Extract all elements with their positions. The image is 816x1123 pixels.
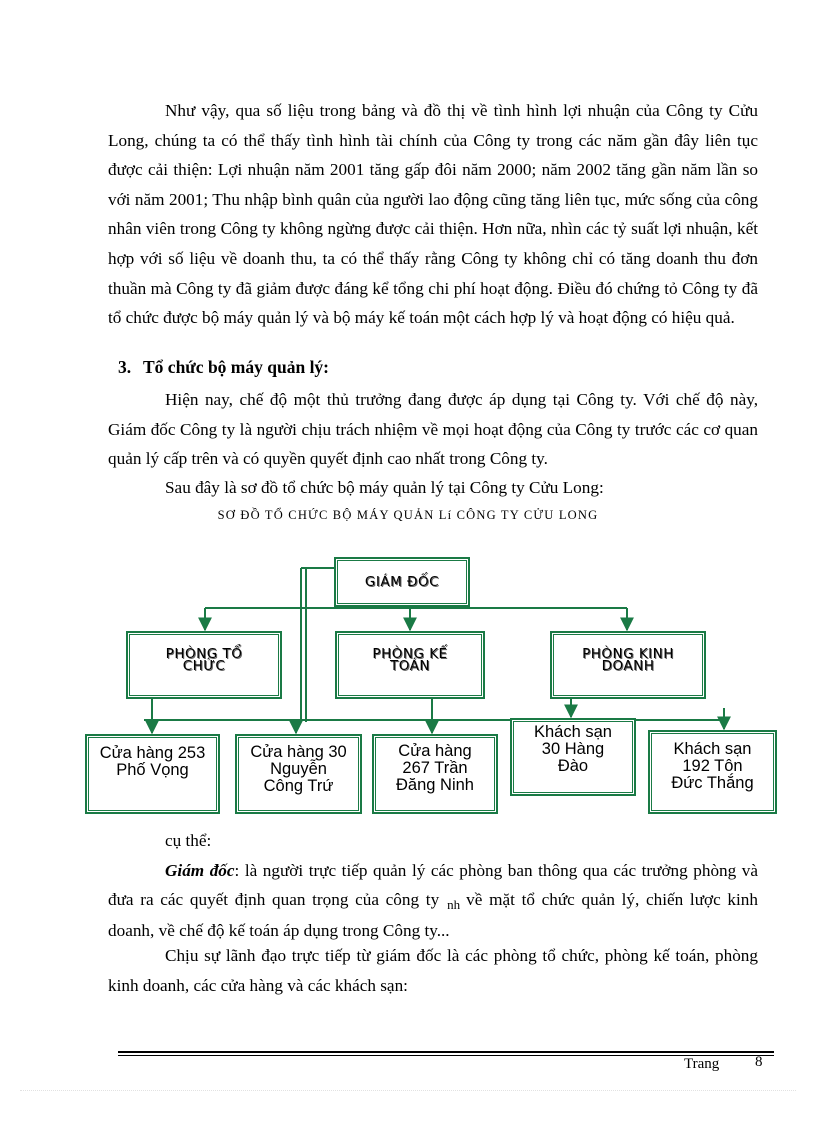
box-hotel-2: [649, 731, 776, 813]
box-dept-business: [551, 632, 705, 698]
paragraph-text: Hiện nay, chế độ một thủ trưởng đang được áp dụng tại Công ty. Với chế độ này, Giám đốc Công ty là người chịu trách nhiệm về mọi hoạt động của Công ty trước các cơ quan quản lý cấp trên và có quyền quyết định cao nhất trong Công ty.: [108, 390, 758, 469]
paragraph-text: Sau đây là sơ đồ tổ chức bộ máy quản lý tại Công ty Cửu Long:: [165, 478, 604, 497]
paragraph-departments: [108, 941, 758, 1000]
paragraph-management-regime: [108, 385, 758, 474]
box-label-line: PHÒNG KẾ: [372, 646, 448, 662]
paragraph-text: Chịu sự lãnh đạo trực tiếp từ giám đốc là các phòng tổ chức, phòng kế toán, phòng kinh doanh, các cửa hàng và các khách sạn:: [108, 946, 758, 995]
section-title: Tổ chức bộ máy quản lý:: [143, 357, 330, 377]
paragraph-text: : là người trực tiếp quản lý các phòng ban thông qua các trưởng phòng và đưa ra các quyết định quan trọng của công ty: [108, 860, 758, 910]
box-label-line: Phố Vọng: [116, 761, 189, 779]
paragraph-lead: cụ thể:: [165, 831, 212, 850]
footer-page-number: 8: [755, 1054, 763, 1070]
box-label-line: Công Trứ: [263, 777, 334, 795]
section-heading: [118, 357, 329, 378]
box-label-line: PHÒNG TỔ: [165, 646, 243, 662]
footer-rule: [118, 1051, 774, 1056]
box-dept-accounting: [336, 632, 484, 698]
paragraph-text: Như vậy, qua số liệu trong bảng và đồ thị về tình hình lợi nhuận của Công ty Cửu Long, chúng ta có thể thấy tình hình tài chính của Công ty trong các năm gần đây liên tục được cải thiện: Lợi nhuận năm 2001 tăng gấp đôi năm 2000; năm 2002 tăng gần năm lần so với năm 2001; Thu nhập bình quân của người lao động cũng tăng liên tục, mức sống của công nhân viên trong Công ty không ngừng được cải thiện. Hơn nữa, nhìn các tỷ suất lợi nhuận, kết hợp với số liệu về doanh thu, ta có thể thấy rằng Công ty không chỉ có tăng doanh thu đơn thuần mà Công ty đã giảm được đáng kể tổng chi phí hoạt động. Điều đó chứng tỏ Công ty đã tổ chức được bộ máy quản lý và bộ máy kế toán một cách hợp lý và hoạt động có hiệu quả.: [108, 101, 758, 328]
box-store-1: [86, 735, 219, 813]
box-label-line: 267 Trần: [402, 759, 468, 777]
box-label-line: PHÒNG KINH: [582, 646, 674, 662]
box-store-3: [373, 735, 497, 813]
box-dept-organization: [127, 632, 281, 698]
box-label-line: 192 Tôn: [682, 757, 743, 775]
section-number: 3.: [118, 357, 132, 377]
box-label-line: 30 Hàng: [541, 740, 605, 758]
box-label-line: Đăng Ninh: [396, 776, 474, 794]
box-label-line: Cửa hàng: [398, 742, 472, 760]
box-director-label: GIÁM ĐỐC: [364, 574, 440, 590]
paragraph-profit-analysis: [108, 96, 758, 333]
box-label-line: Đào: [557, 757, 589, 775]
box-label-line: Khách sạn: [534, 723, 612, 741]
paragraph-director-role: [108, 826, 758, 945]
inline-subscript: nh: [447, 897, 461, 913]
footer-page-label: Trang: [684, 1056, 720, 1072]
paragraph-diagram-intro: [108, 473, 758, 503]
box-director: [335, 558, 469, 606]
paragraph-text-tail: về mặt tổ chức quản lý, chiến lược kinh doanh, về chế độ kế toán áp dụng trong Công ty...: [108, 890, 758, 940]
box-store-2: [236, 735, 361, 813]
page-edge: [20, 1090, 796, 1091]
box-label-line: Khách sạn: [673, 740, 752, 758]
diagram-title: SƠ ĐỒ TỔ CHỨC BỘ MÁY QUẢN Lí CÔNG TY CỬU LONG: [217, 508, 599, 522]
box-label-line: Đức Thắng: [671, 774, 754, 792]
term-director: Giám đốc: [165, 860, 235, 880]
box-label-line: Cửa hàng 253: [99, 744, 206, 762]
box-label-line: DOANH: [601, 658, 655, 674]
box-label-line: Cửa hàng 30: [250, 743, 347, 761]
box-label-line: Nguyễn: [270, 760, 327, 778]
box-hotel-1: [511, 719, 635, 795]
box-label-line: CHỨC: [182, 658, 226, 674]
box-label-line: TOÁN: [390, 658, 430, 674]
